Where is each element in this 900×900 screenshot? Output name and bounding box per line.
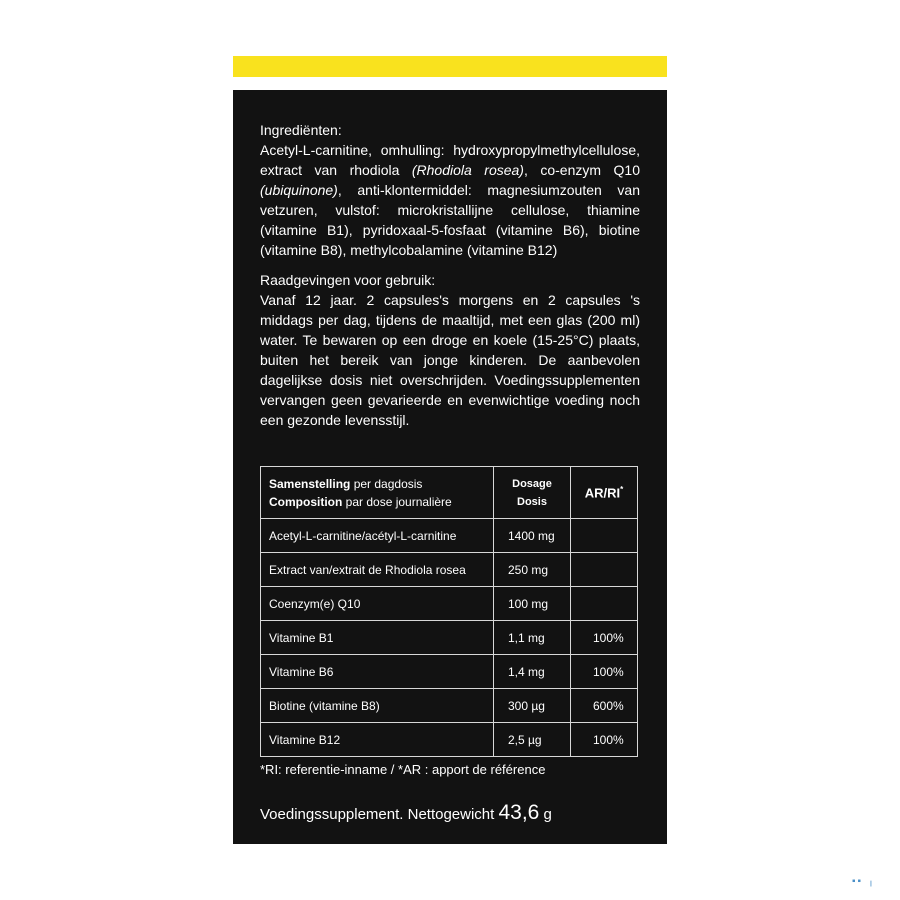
row-dose: 1,1 mg	[494, 621, 571, 655]
row-ri: 600%	[571, 689, 638, 723]
row-dose: 250 mg	[494, 553, 571, 587]
ingredients-text-part: , co-enzym Q10	[523, 162, 640, 178]
header-dosage: Dosage Dosis	[494, 467, 571, 519]
row-name: Acetyl-L-carnitine/acétyl-L-carnitine	[261, 519, 494, 553]
composition-header-row	[261, 467, 638, 519]
row-name: Biotine (vitamine B8)	[261, 689, 494, 723]
ingredients-title: Ingrediënten:	[260, 122, 342, 138]
table-row	[261, 655, 638, 689]
header-ri: AR/RI*	[571, 467, 638, 519]
supplement-label-panel	[233, 90, 667, 844]
ingredients-text	[260, 140, 640, 260]
net-weight-unit: g	[539, 806, 552, 823]
header-composition: Samenstelling per dagdosis Composition par dose journalière	[261, 467, 494, 519]
row-name: Vitamine B6	[261, 655, 494, 689]
row-ri	[571, 553, 638, 587]
net-weight-label: Voedingssupplement. Nettogewicht	[260, 806, 499, 823]
net-weight-line	[260, 801, 640, 825]
ingredients-italic-ubiquinone: (ubiquinone)	[260, 182, 338, 198]
table-row	[261, 553, 638, 587]
row-ri: 100%	[571, 655, 638, 689]
row-dose: 100 mg	[494, 587, 571, 621]
ri-footnote: *RI: referentie-inname / *AR : apport de référence	[260, 762, 546, 777]
row-ri	[571, 587, 638, 621]
table-row	[261, 621, 638, 655]
row-dose: 1400 mg	[494, 519, 571, 553]
usage-text: Vanaf 12 jaar. 2 capsules's morgens en 2 capsules 's middags per dag, tijdens de maaltijd, met een glas (200 ml) water. Te bewaren op een droge en koele (15-25°C) plaats, buiten het bereik van jonge kinderen. De aanbevolen dagelijkse dosis niet overschrijden. Voedingssupplementen vervangen geen gevarieerde en evenwichtige voeding noch een gezonde levensstijl.	[260, 292, 640, 428]
row-name: Extract van/extrait de Rhodiola rosea	[261, 553, 494, 587]
table-row	[261, 723, 638, 757]
row-ri: 100%	[571, 621, 638, 655]
row-ri	[571, 519, 638, 553]
usage-title: Raadgevingen voor gebruik:	[260, 272, 436, 288]
row-ri: 100%	[571, 723, 638, 757]
table-row	[261, 689, 638, 723]
row-name: Vitamine B12	[261, 723, 494, 757]
table-row	[261, 519, 638, 553]
table-row	[261, 587, 638, 621]
row-dose: 1,4 mg	[494, 655, 571, 689]
composition-table	[260, 466, 638, 757]
row-dose: 300 µg	[494, 689, 571, 723]
row-name: Coenzym(e) Q10	[261, 587, 494, 621]
ingredients-text-part: , anti-klontermiddel: magnesiumzouten van vetzuren, vulstof: microkristallijne cellulose, thiamine (vitamine B1), pyridoxaal-5-fosfaat (vitamine B6), biotine (vitamine B8), methylcobalamine (vitamine B12)	[260, 182, 640, 258]
corner-watermark-icon: ▪▪ ╷	[852, 876, 876, 887]
row-name: Vitamine B1	[261, 621, 494, 655]
row-dose: 2,5 µg	[494, 723, 571, 757]
net-weight-value: 43,6	[498, 801, 540, 824]
yellow-accent-strip	[233, 56, 667, 77]
ingredients-text-part: Acetyl-L-carnitine, omhulling: hydroxypropylmethylcellulose, extract van rhodiola	[260, 142, 640, 178]
ingredients-italic-rhodiola: (Rhodiola rosea)	[411, 162, 524, 178]
